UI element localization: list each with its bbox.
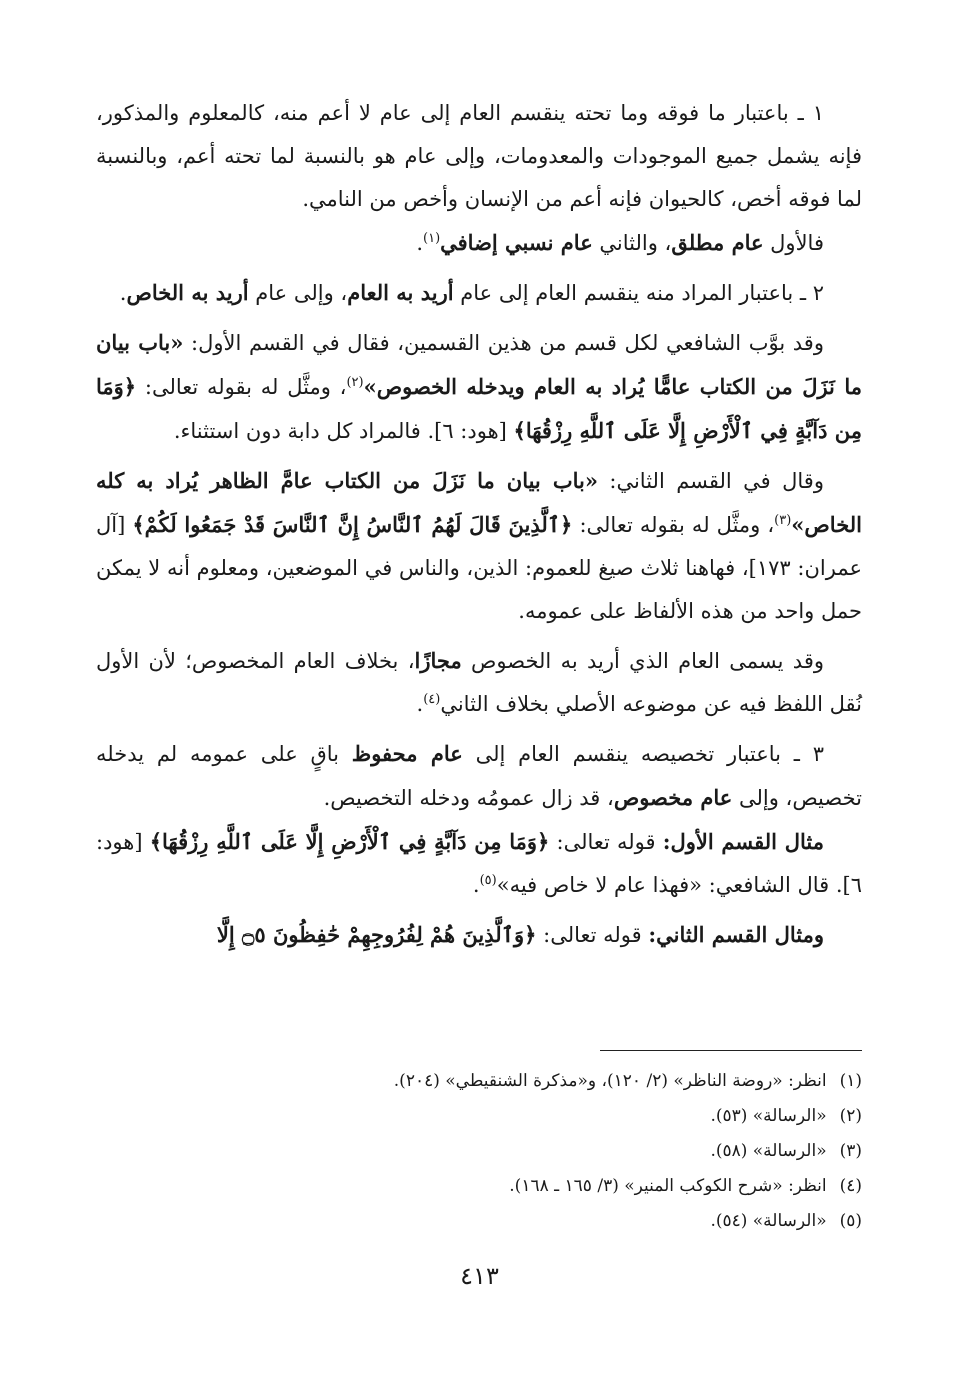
text: [هود: ٦]. فالمراد كل دابة دون استثناء. (173, 419, 514, 443)
text: فالأول (763, 231, 824, 255)
paragraph-example-first (96, 820, 862, 907)
bold-term: عام نسبي إضافي (440, 230, 593, 255)
footnote-number: (٥) (839, 1211, 862, 1231)
paragraph-majaz (96, 639, 862, 726)
text: ، وإلى عام (248, 281, 348, 305)
bold-quote: «باب بيان ما نَزَلَ من الكتاب عامًّا يُراد به العام ويدخله الخصوص» (96, 330, 862, 399)
text: وقد بوَّب الشافعي لكل قسم من هذين القسمين، فقال في القسم الأول: (183, 331, 824, 355)
bold-heading: مثال القسم الأول: (662, 829, 825, 854)
footnote-text: «الرسالة» (٥٤). (710, 1211, 827, 1231)
quran-verse: ﴿وَمَا مِن دَآبَّةٍ فِي ٱلْأَرْضِ إِلَّا عَلَى ٱللَّهِ رِزْقُهَا﴾ (96, 374, 862, 443)
paragraph-division-1 (96, 92, 862, 221)
paragraph-example-second (96, 913, 862, 957)
footnote-2 (96, 1099, 862, 1134)
paragraph-shafii-second (96, 459, 862, 633)
text: وقد يسمى العام الذي أريد به الخصوص (461, 649, 825, 673)
footnote-ref[interactable]: (٤) (423, 692, 441, 707)
footnote-ref[interactable]: (٣) (774, 513, 792, 528)
footnote-ref[interactable]: (٥) (479, 873, 497, 888)
bold-heading: ومثال القسم الثاني: (648, 922, 824, 947)
footnote-number: (٤) (839, 1176, 862, 1196)
footnotes (96, 1064, 862, 1239)
bold-term: مجازًا (414, 648, 462, 673)
footnote-text: انظر: «شرح الكوكب المنير» (٣/ ١٦٥ ـ ١٦٨). (509, 1176, 827, 1196)
quran-verse: ﴿ٱلَّذِينَ قَالَ لَهُمُ ٱلنَّاسُ إِنَّ ٱلنَّاسَ قَدْ جَمَعُوا لَكُمْ﴾ (132, 512, 573, 537)
bold-term: عام مطلق (671, 230, 764, 255)
footnote-1 (96, 1064, 862, 1099)
footnote-text: «الرسالة» (٥٨). (710, 1141, 827, 1161)
paragraph-division-3 (96, 732, 862, 820)
text: [آل عمران: ١٧٣]، فهاهنا ثلاث صيغ للعموم: الذين، والناس في الموضعين، ومعلوم أنه لا يمكن حمل واحد من هذه الألفاظ على عمومه. (96, 513, 862, 623)
text: . (119, 281, 127, 305)
bold-term: أريد به العام (347, 280, 454, 305)
quran-verse: ﴿وَمَا مِن دَآبَّةٍ فِي ٱلْأَرْضِ إِلَّا عَلَى ٱللَّهِ رِزْقُهَا﴾ (149, 829, 550, 854)
text: ، بخلاف العام المخصوص؛ لأن الأول نُقل اللفظ فيه عن موضوعه الأصلي بخلاف الثاني (96, 649, 862, 716)
text: ، ومثَّل له بقوله تعالى: (572, 513, 775, 537)
paragraph-absolute-relative (96, 221, 862, 265)
footnote-number: (١) (839, 1071, 862, 1091)
footnote-divider (600, 1050, 862, 1051)
text: . (416, 692, 424, 716)
text: ، قد زال عمومُه ودخله التخصيص. (323, 786, 614, 810)
text: قوله تعالى: (549, 830, 663, 854)
text: ، ومثَّل له بقوله تعالى: (136, 375, 347, 399)
text: وقال في القسم الثاني: (597, 469, 824, 493)
text: . (472, 873, 480, 897)
footnote-number: (٢) (839, 1106, 862, 1126)
bold-term: أريد به الخاص (126, 280, 249, 305)
text: باقٍ على عمومه لم يدخله تخصيص، وإلى (96, 742, 862, 810)
bold-term: عام محفوظ (351, 741, 463, 766)
text: ٢ ـ باعتبار المراد منه ينقسم العام إلى عام (453, 281, 824, 305)
text: ١ ـ باعتبار ما فوقه وما تحته ينقسم العام إلى عام لا أعم منه، كالمعلوم والمذكور، فإنه يشمل جميع الموجودات والمعدومات، وإلى عام هو بالنسبة لما تحته أعم، وبالنسبة لما فوقه أخص، كالحيوان فإنه أعم من الإنسان وأخص من النامي. (96, 101, 862, 211)
text: [هود: ٦]. قال الشافعي: «فهذا عام لا خاص فيه» (96, 830, 862, 897)
paragraph-shafii-first (96, 321, 862, 453)
quran-verse: ﴿وَٱلَّذِينَ هُمْ لِفُرُوجِهِمْ حَٰفِظُونَ ۝٥ إِلَّا (216, 922, 537, 947)
footnote-4 (96, 1169, 862, 1204)
text: قوله تعالى: (536, 923, 649, 947)
bold-term: عام مخصوص (613, 785, 733, 810)
paragraph-division-2 (96, 271, 862, 315)
footnote-3 (96, 1134, 862, 1169)
footnote-text: انظر: «روضة الناظر» (٢/ ١٢٠)، و«مذكرة الشنقيطي» (٢٠٤). (393, 1071, 827, 1091)
text: ، والثاني (592, 231, 672, 255)
footnote-5 (96, 1204, 862, 1239)
footnote-text: «الرسالة» (٥٣). (710, 1106, 827, 1126)
footnote-number: (٣) (839, 1141, 862, 1161)
main-text (96, 92, 862, 957)
footnote-ref[interactable]: (٢) (346, 375, 364, 390)
bold-quote: «باب بيان ما نَزَلَ من الكتاب عامَّ الظاهر يُراد به كله الخاص» (96, 468, 862, 537)
text: . (416, 231, 423, 255)
footnote-ref[interactable]: (١) (423, 231, 441, 246)
page-number: ٤١٣ (460, 1262, 499, 1290)
text: ٣ ـ باعتبار تخصيصه ينقسم العام إلى (462, 742, 824, 766)
